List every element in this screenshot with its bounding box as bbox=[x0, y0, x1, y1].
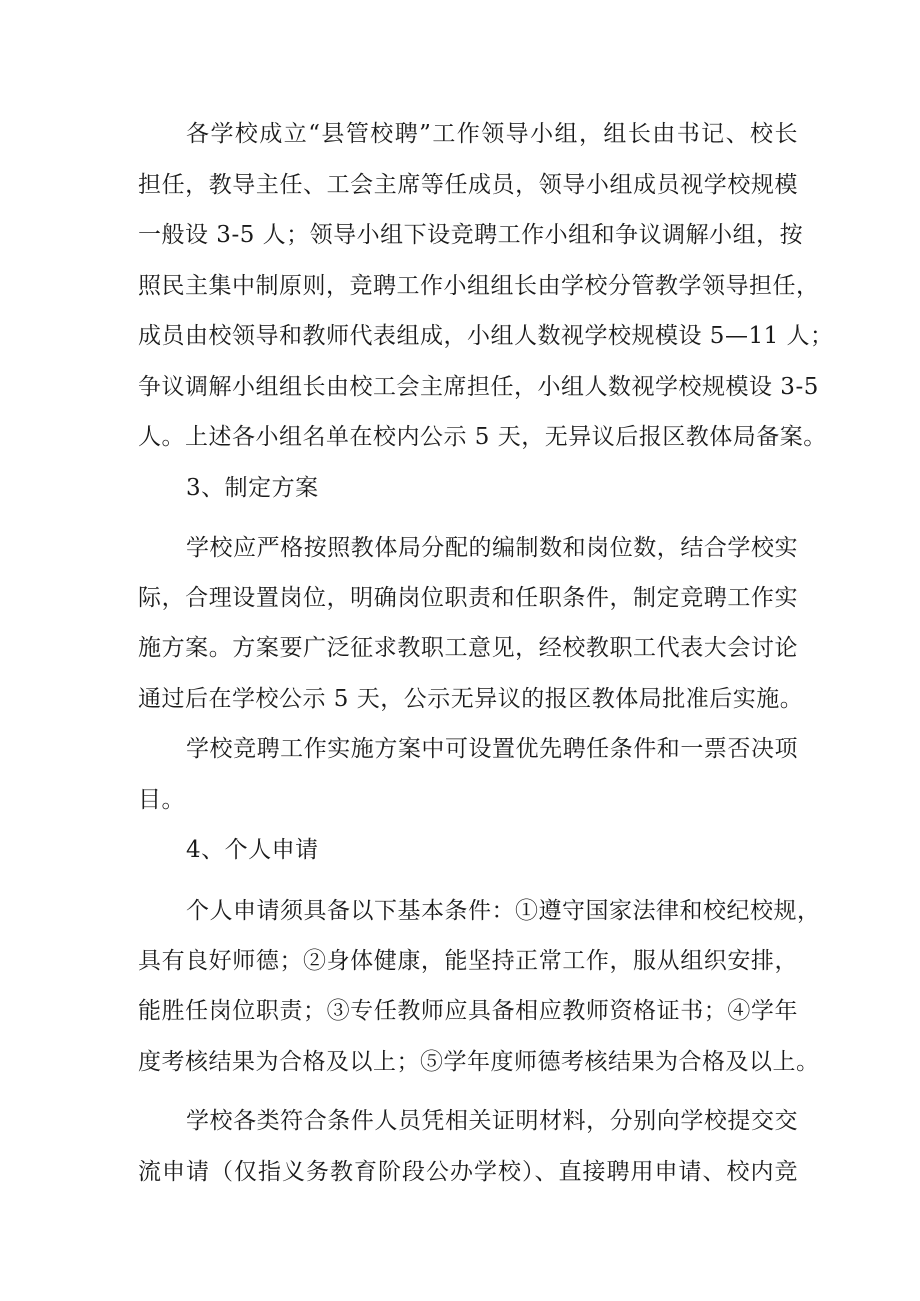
paragraph-4-line-3: 能胜任岗位职责；③专任教师应具备相应教师资格证书；④学年 bbox=[138, 998, 798, 1024]
paragraph-3-line-2: 目。 bbox=[138, 787, 185, 813]
paragraph-4-line-4: 度考核结果为合格及以上；⑤学年度师德考核结果为合格及以上。 bbox=[138, 1049, 820, 1075]
paragraph-3-line-1: 学校竞聘工作实施方案中可设置优先聘任条件和一票否决项 bbox=[186, 736, 798, 762]
section-heading-4: 4、个人申请 bbox=[186, 837, 319, 863]
paragraph-5-line-2: 流申请（仅指义务教育阶段公办学校）、直接聘用申请、校内竞 bbox=[138, 1159, 798, 1185]
paragraph-1-line-3: 一般设 3-5 人；领导小组下设竞聘工作小组和争议调解小组，按 bbox=[138, 222, 804, 248]
paragraph-5-line-1: 学校各类符合条件人员凭相关证明材料，分别向学校提交交 bbox=[186, 1108, 798, 1134]
paragraph-1-line-2: 担任，教导主任、工会主席等任成员，领导小组成员视学校规模 bbox=[138, 172, 798, 198]
paragraph-4-line-2: 具有良好师德；②身体健康，能坚持正常工作，服从组织安排， bbox=[138, 948, 798, 974]
paragraph-1-line-4: 照民主集中制原则，竞聘工作小组组长由学校分管教学领导担任， bbox=[138, 273, 820, 299]
paragraph-1-line-1: 各学校成立“县管校聘”工作领导小组，组长由书记、校长 bbox=[186, 121, 798, 147]
paragraph-2-line-3: 施方案。方案要广泛征求教职工意见，经校教职工代表大会讨论 bbox=[138, 635, 798, 661]
paragraph-4-line-1: 个人申请须具备以下基本条件：①遵守国家法律和校纪校规， bbox=[186, 898, 821, 924]
paragraph-1-line-6: 争议调解小组组长由校工会主席担任，小组人数视学校规模设 3-5 bbox=[138, 374, 819, 400]
paragraph-1-line-7: 人。上述各小组名单在校内公示 5 天，无异议后报区教体局备案。 bbox=[138, 424, 827, 450]
paragraph-2-line-1: 学校应严格按照教体局分配的编制数和岗位数，结合学校实 bbox=[186, 535, 798, 561]
section-heading-3: 3、制定方案 bbox=[186, 475, 319, 501]
paragraph-2-line-2: 际，合理设置岗位，明确岗位职责和任职条件，制定竞聘工作实 bbox=[138, 585, 798, 611]
paragraph-1-line-5: 成员由校领导和教师代表组成，小组人数视学校规模设 5—11 人； bbox=[138, 323, 834, 349]
paragraph-2-line-4: 通过后在学校公示 5 天，公示无异议的报区教体局批准后实施。 bbox=[138, 686, 804, 712]
